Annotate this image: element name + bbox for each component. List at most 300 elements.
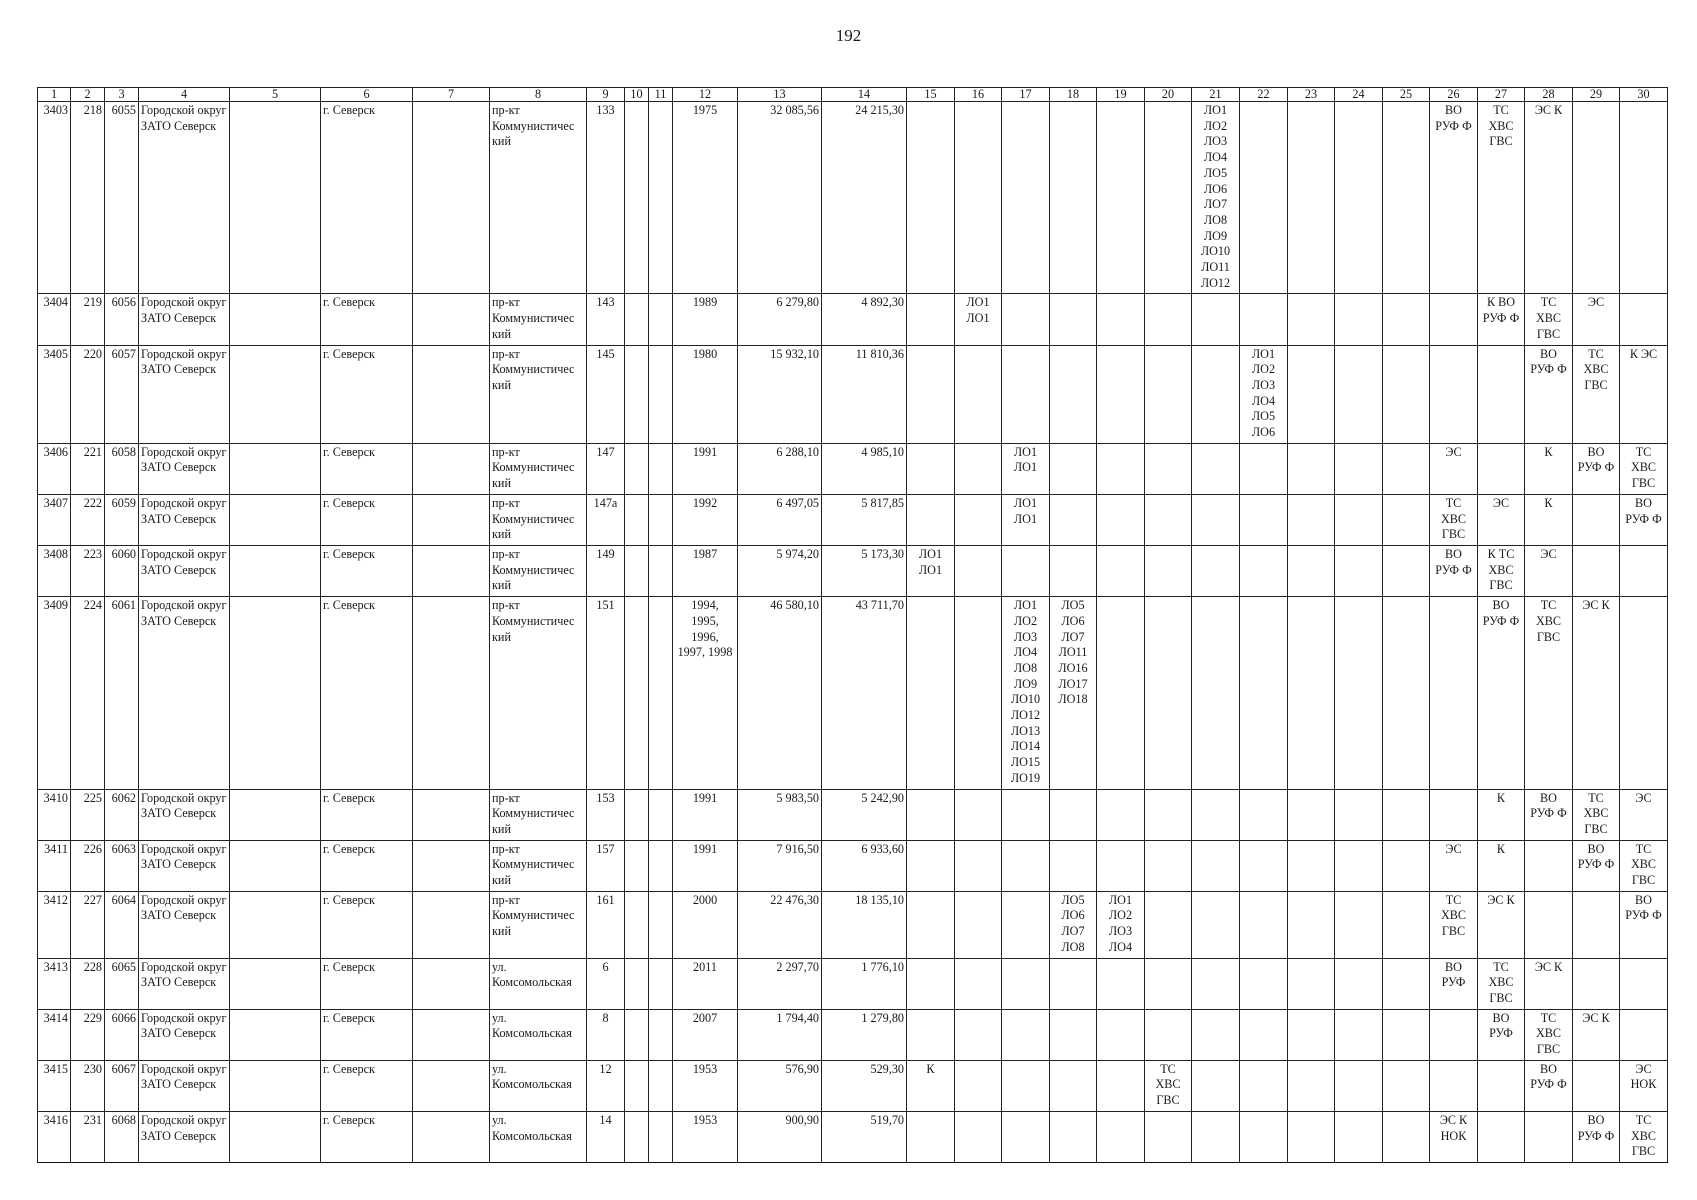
table-cell xyxy=(1288,545,1335,596)
table-cell: ТС ХВС ГВС xyxy=(1620,1111,1668,1162)
table-cell: 151 xyxy=(587,597,625,789)
column-header: 19 xyxy=(1097,88,1145,102)
table-cell xyxy=(1097,789,1145,840)
table-cell xyxy=(1335,789,1383,840)
table-cell: 133 xyxy=(587,102,625,294)
table-cell xyxy=(625,789,649,840)
table-cell xyxy=(649,789,673,840)
table-cell xyxy=(1430,345,1478,443)
table-cell: 147 xyxy=(587,443,625,494)
table-cell xyxy=(1097,840,1145,891)
table-cell: 3405 xyxy=(38,345,71,443)
table-cell: 3414 xyxy=(38,1009,71,1060)
table-cell: ВО РУФ Ф xyxy=(1430,102,1478,294)
table-cell xyxy=(413,840,490,891)
table-cell: 1 776,10 xyxy=(822,958,907,1009)
table-cell: 1 794,40 xyxy=(738,1009,822,1060)
table-cell xyxy=(907,958,955,1009)
table-cell: 1991 xyxy=(673,840,738,891)
table-cell xyxy=(1288,102,1335,294)
table-cell xyxy=(1335,294,1383,345)
table-cell xyxy=(907,102,955,294)
table-cell: ЭС xyxy=(1573,294,1620,345)
table-cell: г. Северск xyxy=(321,102,413,294)
table-cell xyxy=(1383,789,1430,840)
table-cell: 6056 xyxy=(105,294,139,345)
table-row xyxy=(38,102,1668,294)
table-cell xyxy=(649,443,673,494)
table-cell: пр-кт Коммунистичес кий xyxy=(490,494,587,545)
table-cell: 6064 xyxy=(105,891,139,958)
table-cell xyxy=(1240,840,1288,891)
table-cell: 153 xyxy=(587,789,625,840)
table-cell xyxy=(1335,494,1383,545)
table-cell: г. Северск xyxy=(321,1060,413,1111)
table-header xyxy=(38,88,1668,102)
table-cell xyxy=(1002,840,1050,891)
table-cell: ТС ХВС ГВС xyxy=(1525,597,1573,789)
table-cell: 15 932,10 xyxy=(738,345,822,443)
column-header: 11 xyxy=(649,88,673,102)
table-cell xyxy=(413,1111,490,1162)
column-header: 25 xyxy=(1383,88,1430,102)
table-cell: ТС ХВС ГВС xyxy=(1620,443,1668,494)
table-cell: ЭС К xyxy=(1525,102,1573,294)
table-cell: Городской округ ЗАТО Северск xyxy=(139,443,230,494)
column-header: 5 xyxy=(230,88,321,102)
table-cell xyxy=(955,958,1002,1009)
table-cell: Городской округ ЗАТО Северск xyxy=(139,1009,230,1060)
table-cell: 1994, 1995, 1996, 1997, 1998 xyxy=(673,597,738,789)
table-cell xyxy=(1525,1111,1573,1162)
table-cell xyxy=(1620,1009,1668,1060)
table-cell xyxy=(1192,597,1240,789)
table-cell: 6057 xyxy=(105,345,139,443)
table-cell: 224 xyxy=(71,597,105,789)
table-cell xyxy=(1430,1060,1478,1111)
table-cell xyxy=(1097,597,1145,789)
table-cell: 3410 xyxy=(38,789,71,840)
table-cell: 1975 xyxy=(673,102,738,294)
table-cell: ТС ХВС ГВС xyxy=(1478,102,1525,294)
table-cell: 220 xyxy=(71,345,105,443)
table-cell: 12 xyxy=(587,1060,625,1111)
table-cell xyxy=(1573,958,1620,1009)
table-cell: Городской округ ЗАТО Северск xyxy=(139,891,230,958)
table-cell xyxy=(1335,102,1383,294)
table-cell xyxy=(1002,545,1050,596)
table-cell xyxy=(955,494,1002,545)
table-cell: ТС ХВС ГВС xyxy=(1620,840,1668,891)
table-cell xyxy=(1620,958,1668,1009)
table-cell xyxy=(1145,545,1192,596)
table-cell: г. Северск xyxy=(321,1009,413,1060)
table-cell xyxy=(649,545,673,596)
table-cell xyxy=(649,1111,673,1162)
table-cell xyxy=(1002,1111,1050,1162)
table-row xyxy=(38,1111,1668,1162)
table-row xyxy=(38,789,1668,840)
column-header: 13 xyxy=(738,88,822,102)
table-cell xyxy=(955,102,1002,294)
table-cell xyxy=(907,345,955,443)
table-cell xyxy=(1097,494,1145,545)
table-cell: 900,90 xyxy=(738,1111,822,1162)
table-cell xyxy=(1240,494,1288,545)
table-cell xyxy=(1192,840,1240,891)
table-cell: 6062 xyxy=(105,789,139,840)
table-cell: 46 580,10 xyxy=(738,597,822,789)
table-cell: 157 xyxy=(587,840,625,891)
table-cell xyxy=(1383,545,1430,596)
table-cell xyxy=(907,597,955,789)
table-cell xyxy=(1097,443,1145,494)
table-cell xyxy=(230,789,321,840)
table-cell: 2 297,70 xyxy=(738,958,822,1009)
table-cell xyxy=(1192,1009,1240,1060)
table-cell: г. Северск xyxy=(321,545,413,596)
table-cell xyxy=(1383,443,1430,494)
table-cell: ЛО1 ЛО2 ЛО3 ЛО4 ЛО8 ЛО9 ЛО10 ЛО12 ЛО13 ЛО14 ЛО15 ЛО19 xyxy=(1002,597,1050,789)
table-cell: 3415 xyxy=(38,1060,71,1111)
table-cell xyxy=(230,840,321,891)
table-row xyxy=(38,294,1668,345)
table-cell xyxy=(955,789,1002,840)
table-cell xyxy=(1145,443,1192,494)
table-cell: ВО РУФ Ф xyxy=(1620,891,1668,958)
column-header: 16 xyxy=(955,88,1002,102)
table-cell xyxy=(1383,1060,1430,1111)
table-cell xyxy=(1383,891,1430,958)
table-cell xyxy=(1145,1111,1192,1162)
table-cell xyxy=(1335,545,1383,596)
table-cell: ул. Комсомольская xyxy=(490,1060,587,1111)
table-cell: ТС ХВС ГВС xyxy=(1573,345,1620,443)
table-cell xyxy=(1430,1009,1478,1060)
table-cell xyxy=(1620,294,1668,345)
table-cell xyxy=(907,443,955,494)
table-cell xyxy=(1430,597,1478,789)
table-cell xyxy=(1240,891,1288,958)
table-cell xyxy=(1383,1111,1430,1162)
table-cell: Городской округ ЗАТО Северск xyxy=(139,1060,230,1111)
table-cell xyxy=(1288,443,1335,494)
table-cell: пр-кт Коммунистичес кий xyxy=(490,597,587,789)
table-cell xyxy=(1192,1111,1240,1162)
table-cell: ул. Комсомольская xyxy=(490,1111,587,1162)
table-cell xyxy=(1383,597,1430,789)
table-cell: 6063 xyxy=(105,840,139,891)
table-cell xyxy=(1573,545,1620,596)
table-row xyxy=(38,958,1668,1009)
table-cell xyxy=(955,1060,1002,1111)
table-cell xyxy=(907,1009,955,1060)
table-cell: г. Северск xyxy=(321,345,413,443)
table-cell xyxy=(230,494,321,545)
table-cell xyxy=(1002,102,1050,294)
column-header: 21 xyxy=(1192,88,1240,102)
table-cell xyxy=(413,1009,490,1060)
table-cell: 8 xyxy=(587,1009,625,1060)
table-cell: ЛО1 ЛО1 xyxy=(907,545,955,596)
table-cell: 1987 xyxy=(673,545,738,596)
table-cell: пр-кт Коммунистичес кий xyxy=(490,102,587,294)
column-header: 10 xyxy=(625,88,649,102)
table-cell: 6060 xyxy=(105,545,139,596)
table-cell: пр-кт Коммунистичес кий xyxy=(490,789,587,840)
table-cell: г. Северск xyxy=(321,891,413,958)
table-cell: 5 974,20 xyxy=(738,545,822,596)
table-cell: г. Северск xyxy=(321,443,413,494)
table-cell xyxy=(1288,891,1335,958)
table-cell xyxy=(625,1009,649,1060)
table-cell xyxy=(1002,891,1050,958)
table-cell: ЛО1 ЛО1 xyxy=(1002,443,1050,494)
table-cell xyxy=(625,958,649,1009)
table-cell xyxy=(1050,1009,1097,1060)
table-cell: 228 xyxy=(71,958,105,1009)
data-table xyxy=(37,87,1668,1163)
table-cell: пр-кт Коммунистичес кий xyxy=(490,545,587,596)
table-cell xyxy=(1192,294,1240,345)
table-cell: ВО РУФ Ф xyxy=(1478,597,1525,789)
table-cell: ВО РУФ xyxy=(1430,958,1478,1009)
table-cell: пр-кт Коммунистичес кий xyxy=(490,891,587,958)
table-cell: 1991 xyxy=(673,443,738,494)
table-cell: 3407 xyxy=(38,494,71,545)
table-cell: Городской округ ЗАТО Северск xyxy=(139,597,230,789)
table-cell: ВО РУФ Ф xyxy=(1525,1060,1573,1111)
table-cell xyxy=(230,294,321,345)
table-cell: пр-кт Коммунистичес кий xyxy=(490,294,587,345)
table-cell xyxy=(1288,958,1335,1009)
table-cell: 1 279,80 xyxy=(822,1009,907,1060)
table-cell xyxy=(1478,443,1525,494)
table-cell xyxy=(1097,1009,1145,1060)
table-cell xyxy=(907,1111,955,1162)
table-cell: 6061 xyxy=(105,597,139,789)
table-cell: ЭС xyxy=(1525,545,1573,596)
table-cell: г. Северск xyxy=(321,958,413,1009)
table-cell xyxy=(649,494,673,545)
table-cell: пр-кт Коммунистичес кий xyxy=(490,840,587,891)
table-row xyxy=(38,345,1668,443)
table-cell xyxy=(1097,345,1145,443)
table-cell: 576,90 xyxy=(738,1060,822,1111)
table-cell xyxy=(1050,1111,1097,1162)
table-cell: 231 xyxy=(71,1111,105,1162)
table-row xyxy=(38,1060,1668,1111)
table-cell: 6068 xyxy=(105,1111,139,1162)
table-cell: ТС ХВС ГВС xyxy=(1430,494,1478,545)
table-cell: г. Северск xyxy=(321,789,413,840)
table-cell: 6 497,05 xyxy=(738,494,822,545)
table-cell xyxy=(907,789,955,840)
table-cell: 2000 xyxy=(673,891,738,958)
table-cell xyxy=(955,840,1002,891)
table-cell xyxy=(1383,494,1430,545)
table-cell xyxy=(907,294,955,345)
table-cell xyxy=(649,891,673,958)
table-cell: К ТС ХВС ГВС xyxy=(1478,545,1525,596)
table-cell: ТС ХВС ГВС xyxy=(1525,294,1573,345)
table-cell: 6 279,80 xyxy=(738,294,822,345)
table-cell: 227 xyxy=(71,891,105,958)
table-cell: 11 810,36 xyxy=(822,345,907,443)
table-cell: 519,70 xyxy=(822,1111,907,1162)
table-cell xyxy=(413,102,490,294)
table-cell: Городской округ ЗАТО Северск xyxy=(139,494,230,545)
table-cell: 24 215,30 xyxy=(822,102,907,294)
table-cell: 3411 xyxy=(38,840,71,891)
table-cell xyxy=(1620,545,1668,596)
table-cell xyxy=(955,545,1002,596)
table-cell xyxy=(413,891,490,958)
table-cell xyxy=(1240,1060,1288,1111)
table-cell: 3412 xyxy=(38,891,71,958)
table-row xyxy=(38,545,1668,596)
table-cell: ЭС К НОК xyxy=(1430,1111,1478,1162)
table-cell: 230 xyxy=(71,1060,105,1111)
table-cell xyxy=(1145,789,1192,840)
table-cell xyxy=(1573,102,1620,294)
table-cell xyxy=(1240,958,1288,1009)
table-cell xyxy=(1573,1060,1620,1111)
table-cell: ВО РУФ Ф xyxy=(1573,840,1620,891)
table-cell: ВО РУФ Ф xyxy=(1525,789,1573,840)
column-header: 8 xyxy=(490,88,587,102)
table-cell xyxy=(1097,1060,1145,1111)
table-cell: ТС ХВС ГВС xyxy=(1145,1060,1192,1111)
table-cell xyxy=(1335,958,1383,1009)
column-header: 4 xyxy=(139,88,230,102)
table-cell xyxy=(1050,840,1097,891)
table-cell xyxy=(413,345,490,443)
table-cell xyxy=(1288,1060,1335,1111)
table-cell xyxy=(625,597,649,789)
table-cell xyxy=(1002,1009,1050,1060)
table-cell: 1989 xyxy=(673,294,738,345)
table-cell: 223 xyxy=(71,545,105,596)
table-cell xyxy=(1383,102,1430,294)
table-cell xyxy=(1192,545,1240,596)
column-header: 14 xyxy=(822,88,907,102)
table-cell: 1980 xyxy=(673,345,738,443)
table-cell xyxy=(230,545,321,596)
table-cell xyxy=(1240,597,1288,789)
table-cell: ВО РУФ Ф xyxy=(1573,443,1620,494)
table-cell xyxy=(1097,1111,1145,1162)
table-cell: ЭС К xyxy=(1573,1009,1620,1060)
table-cell xyxy=(625,840,649,891)
table-cell xyxy=(1145,294,1192,345)
table-cell xyxy=(1050,1060,1097,1111)
table-cell: 2011 xyxy=(673,958,738,1009)
table-cell xyxy=(1192,443,1240,494)
table-cell xyxy=(1097,102,1145,294)
column-header: 15 xyxy=(907,88,955,102)
table-cell: 6058 xyxy=(105,443,139,494)
table-cell xyxy=(1525,891,1573,958)
table-cell xyxy=(1240,294,1288,345)
table-cell xyxy=(955,891,1002,958)
table-cell xyxy=(1383,345,1430,443)
table-row xyxy=(38,840,1668,891)
table-cell xyxy=(649,597,673,789)
table-cell xyxy=(1525,840,1573,891)
table-cell: 32 085,56 xyxy=(738,102,822,294)
table-row xyxy=(38,891,1668,958)
table-cell xyxy=(1288,840,1335,891)
table-cell: ВО РУФ Ф xyxy=(1620,494,1668,545)
table-cell xyxy=(955,345,1002,443)
table-cell: пр-кт Коммунистичес кий xyxy=(490,443,587,494)
table-cell: ТС ХВС ГВС xyxy=(1525,1009,1573,1060)
table-cell xyxy=(1050,789,1097,840)
table-cell: ТС ХВС ГВС xyxy=(1478,958,1525,1009)
table-cell: 147а xyxy=(587,494,625,545)
table-cell: 6 288,10 xyxy=(738,443,822,494)
table-cell: Городской округ ЗАТО Северск xyxy=(139,545,230,596)
table-cell xyxy=(1050,345,1097,443)
table-cell xyxy=(1240,1009,1288,1060)
table-cell: 145 xyxy=(587,345,625,443)
table-cell xyxy=(230,443,321,494)
table-cell: К xyxy=(1525,443,1573,494)
table-cell: ЭС К xyxy=(1478,891,1525,958)
table-cell: 5 817,85 xyxy=(822,494,907,545)
table-cell xyxy=(1335,840,1383,891)
table-cell: 6065 xyxy=(105,958,139,1009)
table-cell xyxy=(1002,294,1050,345)
table-cell xyxy=(1050,294,1097,345)
column-header: 22 xyxy=(1240,88,1288,102)
table-cell: ЭС xyxy=(1478,494,1525,545)
table-cell: 219 xyxy=(71,294,105,345)
table-cell xyxy=(413,1060,490,1111)
table-cell: ТС ХВС ГВС xyxy=(1430,891,1478,958)
table-cell: ЭС xyxy=(1430,443,1478,494)
table-cell: 229 xyxy=(71,1009,105,1060)
column-header: 6 xyxy=(321,88,413,102)
table-cell: 5 983,50 xyxy=(738,789,822,840)
table-cell: 1953 xyxy=(673,1060,738,1111)
table-cell: 18 135,10 xyxy=(822,891,907,958)
page-number: 192 xyxy=(835,26,862,45)
table-cell: 3404 xyxy=(38,294,71,345)
table-cell: 6067 xyxy=(105,1060,139,1111)
table-cell xyxy=(1383,1009,1430,1060)
table-cell xyxy=(625,443,649,494)
table-cell: К xyxy=(907,1060,955,1111)
table-cell xyxy=(1335,443,1383,494)
table-cell xyxy=(1145,102,1192,294)
column-header: 29 xyxy=(1573,88,1620,102)
table-cell: ЭС xyxy=(1430,840,1478,891)
column-header: 3 xyxy=(105,88,139,102)
table-cell xyxy=(649,1060,673,1111)
table-cell xyxy=(1620,102,1668,294)
table-cell: 3408 xyxy=(38,545,71,596)
table-cell xyxy=(1145,345,1192,443)
table-cell: ВО РУФ Ф xyxy=(1430,545,1478,596)
table-cell xyxy=(625,494,649,545)
column-header: 23 xyxy=(1288,88,1335,102)
table-cell: 7 916,50 xyxy=(738,840,822,891)
table-cell xyxy=(1002,1060,1050,1111)
table-cell xyxy=(1192,345,1240,443)
table-cell xyxy=(1240,545,1288,596)
